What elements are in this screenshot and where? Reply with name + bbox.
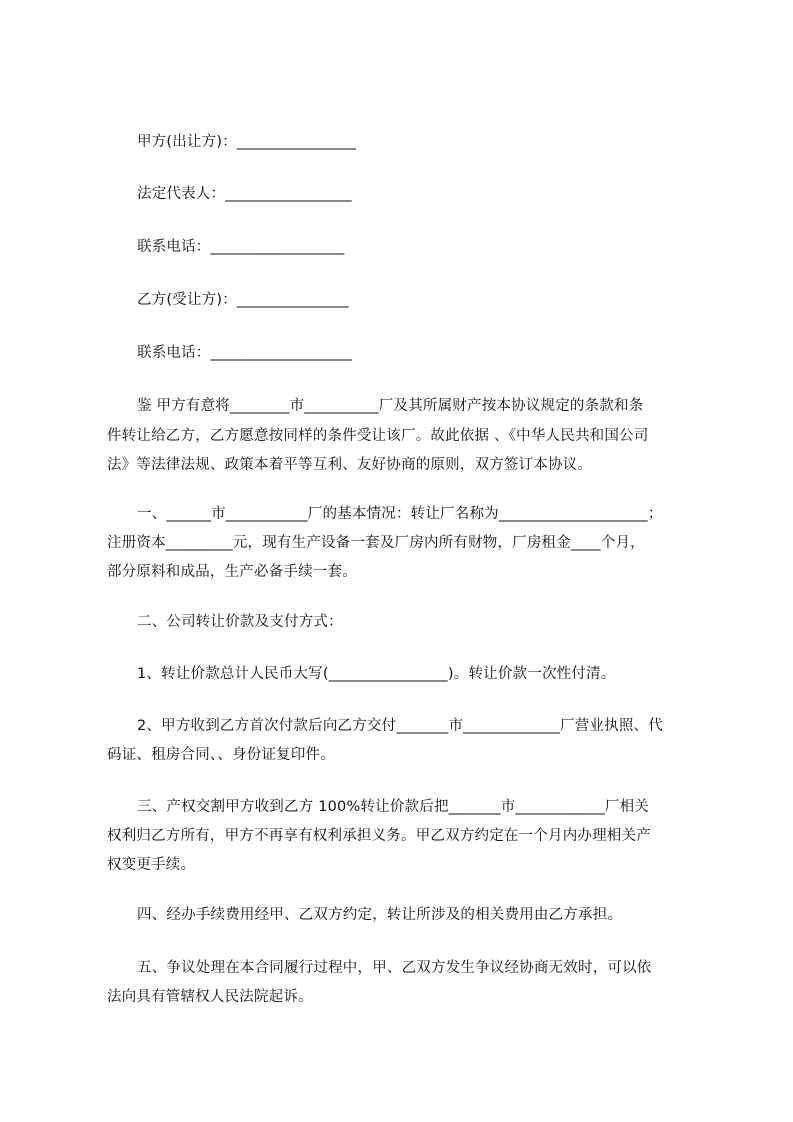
preamble-line-2: 件转让给乙方，乙方愿意按同样的条件受让该厂。故此依据 、《中华人民共和国公司 bbox=[107, 428, 649, 444]
section-2-item-1: 1、转让价款总计人民币大写(________________)。转让价款一次性付清。 bbox=[137, 666, 616, 682]
preamble-line-3: 法》等法律法规、政策本着平等互利、友好协商的原则，双方签订本协议。 bbox=[107, 457, 593, 473]
phone-a-field: 联系电话：__________________ bbox=[137, 239, 345, 255]
section-2-title: 二、公司转让价款及支付方式： bbox=[137, 614, 343, 630]
section-2-item-2-line-2: 码证、租房合同、、身份证复印件。 bbox=[107, 747, 335, 763]
section-3-line-3: 权变更手续。 bbox=[107, 857, 196, 873]
section-3-line-2: 权利归乙方所有，甲方不再享有权利承担义务。甲乙双方约定在一个月内办理相关产 bbox=[107, 828, 651, 844]
party-b-field: 乙方(受让方)：_______________ bbox=[137, 292, 349, 308]
section-2-item-2-line-1: 2、甲方收到乙方首次付款后向乙方交付_______市_____________厂营业执照、代 bbox=[137, 718, 663, 734]
legal-rep-field: 法定代表人：_________________ bbox=[137, 186, 352, 202]
section-3-line-1: 三、产权交割甲方收到乙方 100%转让价款后把_______市____________厂相关 bbox=[137, 799, 650, 815]
section-4-line-1: 四、经办手续费用经甲、乙双方约定，转让所涉及的相关费用由乙方承担。 bbox=[137, 907, 623, 923]
section-5-line-2: 法向具有管辖权人民法院起诉。 bbox=[107, 989, 313, 1005]
section-1-line-2: 注册资本_________元，现有生产设备一套及厂房内所有财物，厂房租金____个月， bbox=[107, 535, 645, 551]
preamble-line-1: 鉴 甲方有意将________市__________厂及其所属财产按本协议规定的条款和条 bbox=[137, 398, 644, 414]
section-5-line-1: 五、争议处理在本合同履行过程中，甲、乙双方发生争议经协商无效时，可以依 bbox=[137, 960, 652, 976]
party-a-field: 甲方(出让方)：________________ bbox=[137, 134, 357, 150]
section-1-line-3: 部分原料和成品，生产必备手续一套。 bbox=[107, 564, 357, 580]
section-1-line-1: 一、______市___________厂的基本情况：转让厂名称为____________________； bbox=[137, 506, 663, 522]
phone-b-field: 联系电话：___________________ bbox=[137, 345, 353, 361]
